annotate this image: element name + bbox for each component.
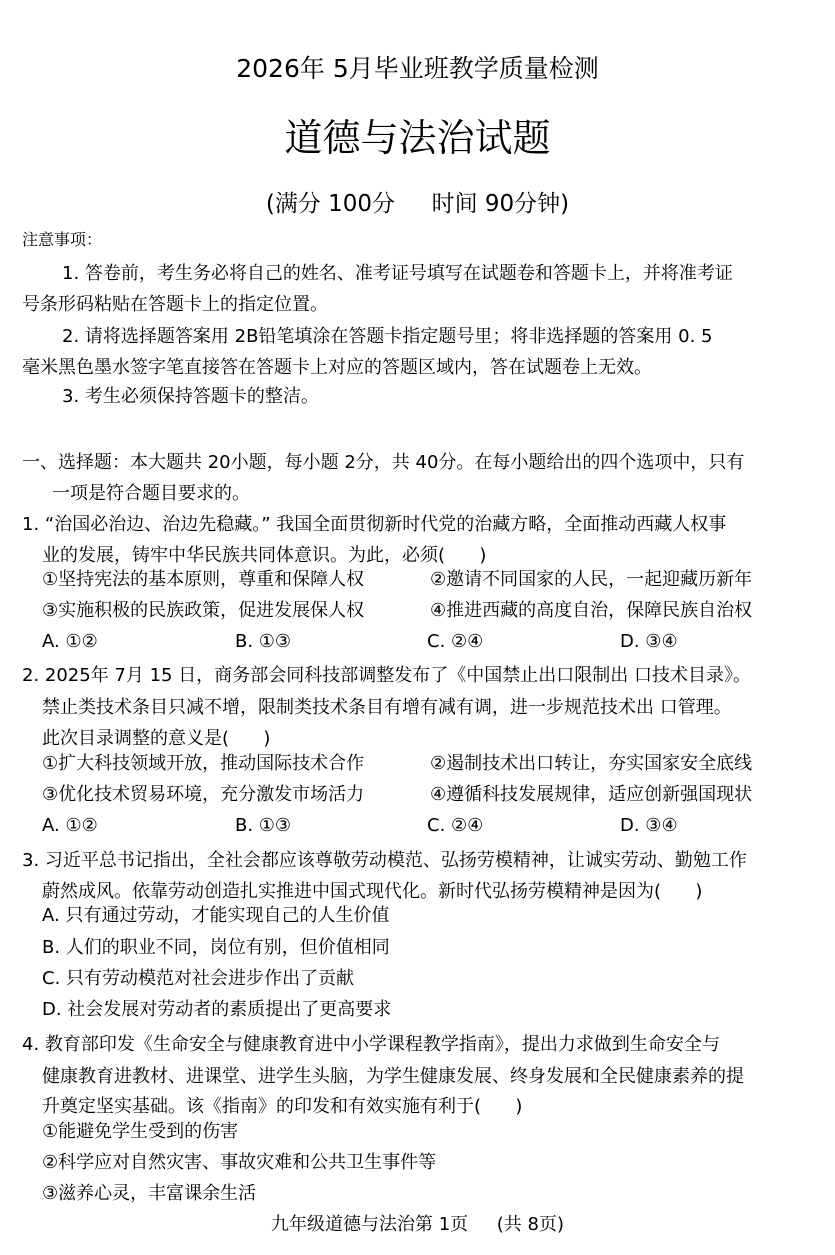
question-1-statement-2: ②邀请不同国家的人民，一起迎藏历新年 [430, 569, 753, 590]
question-2-stem-cont-1: 禁止类技术条目只减不增，限制类技术条目有增有减有调，进一步规范技术出 口管理。 [42, 697, 732, 718]
question-4-stem-cont-1: 健康教育进教材、进课堂、进学生头脑，为学生健康发展、终身发展和全民健康素养的提 [42, 1066, 744, 1087]
section-heading: 一、选择题：本大题共 20小题，每小题 2分，共 40分。在每小题给出的四个选项中，只有 [22, 452, 745, 473]
question-4-statement-3: ③滋养心灵，丰富课余生活 [42, 1183, 257, 1204]
notice-heading: 注意事项： [22, 230, 103, 249]
exam-title: 2026年 5月毕业班教学质量检测 [236, 54, 599, 83]
question-4-stem: 4. 教育部印发《生命安全与健康教育进中小学课程教学指南》，提出力求做到生命安全与 [22, 1034, 720, 1055]
question-1-option-a: A. ①② [42, 631, 98, 652]
notice-item-3: 3. 考生必须保持答题卡的整洁。 [62, 386, 319, 407]
question-4-statement-2: ②科学应对自然灾害、事故灾难和公共卫生事件等 [42, 1152, 437, 1173]
question-2-statement-2: ②遏制技术出口转让，夯实国家安全底线 [430, 753, 753, 774]
question-2-statement-1: ①扩大科技领域开放，推动国际技术合作 [42, 753, 365, 774]
question-1-option-c: C. ②④ [427, 631, 484, 652]
score-time-info: (满分 100分 时间 90分钟) [265, 191, 570, 217]
question-2-option-c: C. ②④ [427, 815, 484, 836]
question-3-option-a: A. 只有通过劳动，才能实现自己的人生价值 [42, 905, 390, 926]
question-2-stem-cont-2: 此次目录调整的意义是( ) [42, 728, 271, 749]
question-1-statement-1: ①坚持宪法的基本原则，尊重和保障人权 [42, 569, 365, 590]
page-footer: 九年级道德与法治第 1页 (共 8页) [271, 1214, 564, 1235]
question-1-stem: 1. “治国必治边、治边先稳藏。” 我国全面贯彻新时代党的治藏方略，全面推动西藏人权事 [22, 514, 727, 535]
question-2-stem: 2. 2025年 7月 15 日，商务部会同科技部调整发布了《中国禁止出口限制出 口技术目录》。 [22, 665, 751, 686]
notice-item-2: 2. 请将选择题答案用 2B铅笔填涂在答题卡指定题号里；将非选择题的答案用 0. 5 [62, 326, 713, 347]
question-2-option-b: B. ①③ [235, 815, 292, 836]
notice-item-1: 1. 答卷前，考生务必将自己的姓名、准考证号填写在试题卷和答题卡上，并将准考证 [62, 263, 733, 284]
notice-item-2-cont: 毫米黑色墨水签字笔直接答在答题卡上对应的答题区域内，答在试题卷上无效。 [22, 357, 652, 378]
question-1-statement-3: ③实施积极的民族政策，促进发展保人权 [42, 600, 365, 621]
question-4-stem-cont-2: 升奠定坚实基础。该《指南》的印发和有效实施有利于( ) [42, 1096, 523, 1117]
question-2-option-a: A. ①② [42, 815, 98, 836]
question-3-option-b: B. 人们的职业不同，岗位有别，但价值相同 [42, 937, 390, 958]
question-2-statement-4: ④遵循科技发展规律，适应创新强国现状 [430, 784, 753, 805]
question-1-statement-4: ④推进西藏的高度自治，保障民族自治权 [430, 600, 753, 621]
question-2-statement-3: ③优化技术贸易环境，充分激发市场活力 [42, 784, 365, 805]
question-3-stem-cont: 蔚然成风。依靠劳动创造扎实推进中国式现代化。新时代弘扬劳模精神是因为( ) [42, 881, 703, 902]
question-2-option-d: D. ③④ [620, 815, 678, 836]
question-1-option-b: B. ①③ [235, 631, 292, 652]
notice-item-1-cont: 号条形码粘贴在答题卡上的指定位置。 [22, 294, 328, 315]
question-1-stem-cont: 业的发展，铸牢中华民族共同体意识。为此，必须( ) [42, 545, 487, 566]
question-1-option-d: D. ③④ [620, 631, 678, 652]
question-4-statement-1: ①能避免学生受到的伤害 [42, 1121, 239, 1142]
question-3-option-d: D. 社会发展对劳动者的素质提出了更高要求 [42, 999, 392, 1020]
question-3-stem: 3. 习近平总书记指出，全社会都应该尊敬劳动模范、弘扬劳模精神，让诚实劳动、勤勉工作 [22, 850, 747, 871]
section-heading-cont: 一项是符合题目要求的。 [52, 483, 250, 504]
subject-title: 道德与法治试题 [284, 116, 551, 160]
question-3-option-c: C. 只有劳动模范对社会进步作出了贡献 [42, 968, 355, 989]
